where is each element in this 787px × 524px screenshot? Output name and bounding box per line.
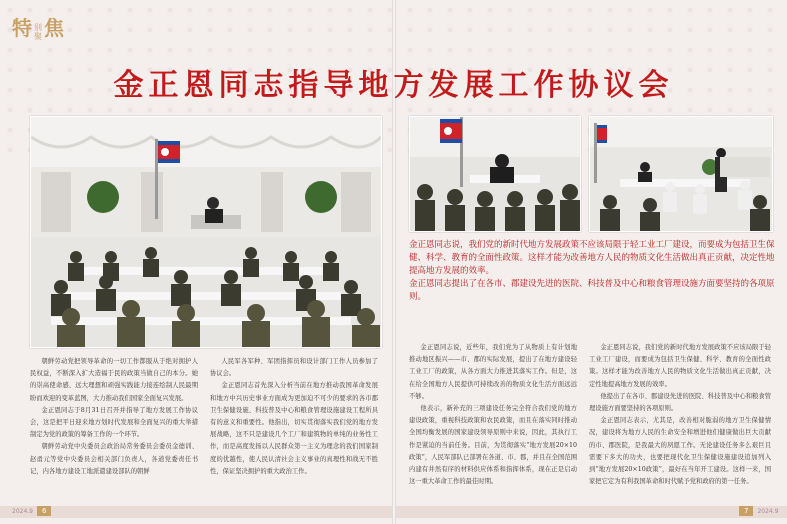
caption-paragraph: 金正恩同志说，我们党的新时代地方发展政策不应该局限于轻工业工厂建设，而要成为包括卫生保健、科学、教育的全面性政策。这样才能为改善地方人民的物质文化生活做出真正贡献，决定性地提高地方发展的效率。 [409, 240, 775, 276]
body-paragraph: 金正恩同志首先深入分析当前在地方推动我国革命发展和地方中兴历史事业方面成为更加迫不可少的要求的各市郡卫生保健设施、科技普及中心和粮食管理设施建设工程所具有的意义和重要性。他指出，切实贯彻落实我们党的地方发展战略，这不只是建设几个工厂和建筑物的单纯的业务性工作，而是高度发扬以人民群众第一主义为理念的我们国家制度的优越性，使人民认清社会主义事业的真理性和战无不胜性，保证坚决拥护的重大政治工作。 [210, 382, 378, 475]
body-paragraph: 金正恩同志表示，尤其是，改善相对脆弱的地方卫生保健情况，建设将为地方人民的生命安全和增进他们健康做出巨大贡献的市、郡医院，是我最大的夙愿工作。无论建设任务多么艰巨且需要下多大的功夫，也要把现代化卫生保健设施建设追加列入到“地方发展20×10政策”，最好在当年开工建设。这样一来，国家把它定为有利我国革命和时代赋予党和政府的第一任务。 [589, 417, 771, 486]
body-paragraph: 金正恩同志于8月31日召开并指导了地方发展工作协议会，这是把平日迎来地方划时代发展和全面复兴的重大举措制定为党的政策的筹备工作的一个环节。 [30, 406, 198, 439]
body-column-2 [210, 356, 378, 478]
body-paragraph: 人民军各军种、军团指挥员和设计部门工作人员参加了协议会。 [210, 358, 378, 378]
body-column-3 [409, 342, 577, 488]
right-footer-strip [396, 506, 787, 518]
body-paragraph: 金正恩同志说，近些年，我们党为了从物质上有计划地推动地区振兴——市、郡的实际发展，提出了在地方建设轻工业工厂的政策，从各方面大力推进其落实工作。但是，这在给全国地方人民提供可持续改善的物质文化生活方面远远不够。 [409, 344, 577, 400]
body-paragraph: 朝鲜劳动党把领导革命的一切工作都服从于绝对拥护人民权益，不断深入扩大造福于民的政策当做自己的本分。她的崇高使命感、远大理想和顽强实践能力接连绘制人民最期盼而欢迎的变革蓝图，大力推动我们国家全面复兴发展。 [30, 358, 198, 402]
body-paragraph: 朝鲜劳动党中央委员会政治局常务委员会委员金德训、赵甬元等党中央委员会相关部门负责人，各道党委责任书记，内各地方建设工地派遣建设部队的朝鲜 [30, 443, 198, 475]
section-tag-char2: 焦 [44, 16, 64, 40]
body-paragraph: 金正恩同志说，我们党的新时代地方发展政策不应该局限于轻工业工厂建设，而要成为包括卫生保健、科学、教育的全面性政策。这样才能为改善地方人民的物质文化生活做出真正贡献，决定性地提高地方发展的效率。 [589, 344, 771, 388]
right-page-number: 7 [739, 506, 753, 516]
left-page-number: 6 [37, 506, 51, 516]
section-tag [12, 12, 64, 41]
main-meeting-photo [30, 116, 382, 348]
left-footer-strip [0, 506, 392, 518]
left-footer-year: 2024.9 [12, 507, 33, 515]
section-tag-char1: 特 [12, 16, 33, 40]
caption-paragraph: 金正恩同志提出了在各市、郡建设先进的医院、科技普及中心和粮食管理设施方面要坚持的各项原则。 [409, 279, 775, 302]
article-title: 金正恩同志指导地方发展工作协议会 [113, 68, 674, 103]
top-right-photo-1 [409, 116, 581, 232]
section-tag-small: 别聚 [34, 23, 42, 41]
right-footer [735, 506, 778, 516]
body-paragraph: 他提出了在各市、郡建设先进的医院、科技普及中心和粮食管理设施方面要坚持的各项原则。 [589, 392, 771, 413]
body-paragraph: 他表示，新补充的三项建设任务完全符合我们党的地方建设政策，重视科技政策和农民政策，而且在落实同时推动全国均衡发展的国家建设领导原则中来说，因此，其执行工作是紧迫的当前任务。目前，为贯彻落实“地方发展20×10政策”，人民军部队已部署在各道、市、郡，并且在全国范围内建有井然有序的材料供应体系和指挥体系，现在正是启动这一重大革命工作的最佳时期。 [409, 405, 577, 486]
body-column-4 [589, 342, 771, 488]
right-footer-year: 2024.9 [757, 507, 779, 515]
body-column-1 [30, 356, 198, 478]
left-footer [12, 506, 55, 516]
photo-caption [409, 239, 775, 304]
top-right-photo-2 [589, 116, 773, 232]
